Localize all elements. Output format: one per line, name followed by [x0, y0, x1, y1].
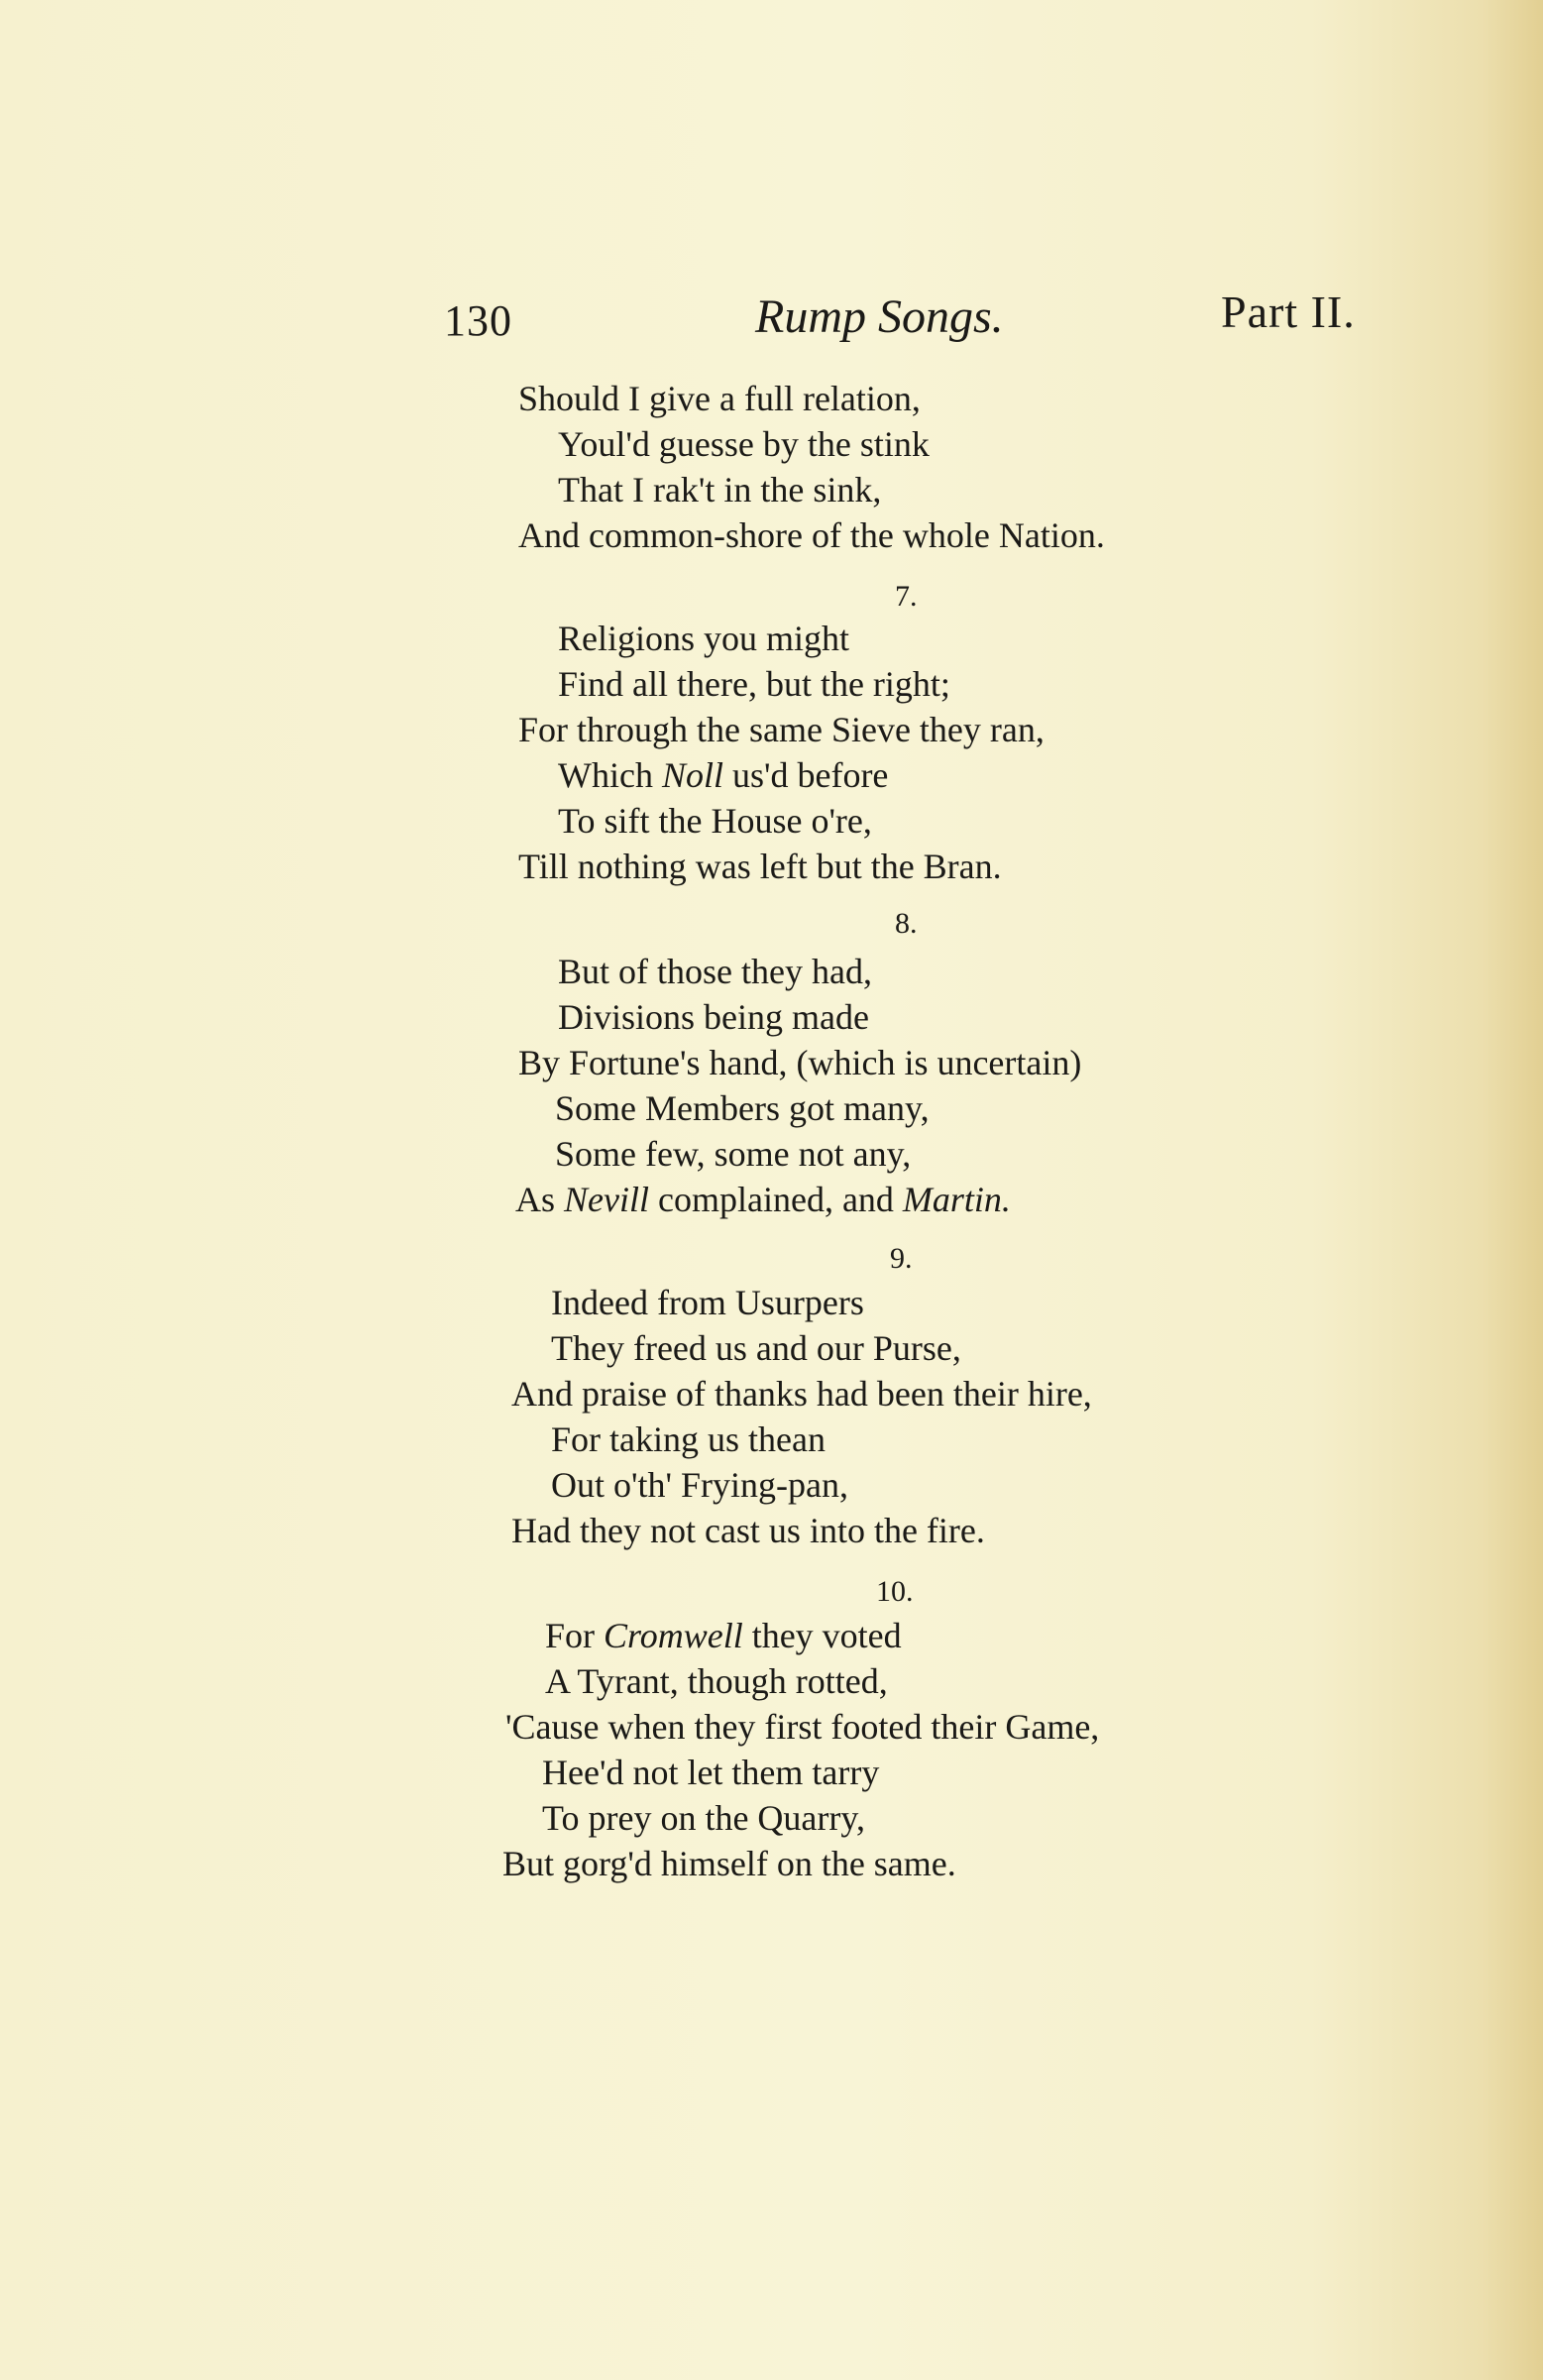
- verse-line: Religions you might: [558, 619, 850, 658]
- verse-line: But gorg'd himself on the same.: [502, 1844, 956, 1883]
- verse-line: By Fortune's hand, (which is uncertain): [518, 1043, 1082, 1082]
- page-header: [0, 285, 1543, 355]
- verse-line: Some Members got many,: [555, 1088, 930, 1128]
- verse-line: Find all there, but the right;: [558, 664, 950, 704]
- italic-name: Noll: [661, 755, 723, 795]
- verse-line: But of those they had,: [558, 952, 872, 991]
- verse-line: They freed us and our Purse,: [551, 1328, 961, 1368]
- verse-line: To sift the House o're,: [558, 801, 872, 841]
- part-label: Part II.: [1221, 286, 1356, 337]
- verse-line: And praise of thanks had been their hire,: [511, 1374, 1092, 1414]
- verse-line: Had they not cast us into the fire.: [511, 1511, 985, 1550]
- stanza-number: 9.: [890, 1242, 913, 1275]
- stanza-number: 7.: [895, 580, 918, 613]
- verse-line: And common-shore of the whole Nation.: [518, 515, 1105, 555]
- italic-name: Cromwell: [604, 1616, 743, 1655]
- verse-line: 'Cause when they first footed their Game,: [505, 1707, 1100, 1747]
- verse-line: Out o'th' Frying-pan,: [551, 1465, 848, 1505]
- show-through-texture: [1226, 377, 1543, 1963]
- italic-name: Nevill: [564, 1180, 649, 1219]
- stanza-number: 10.: [876, 1575, 914, 1608]
- verse-line: To prey on the Quarry,: [542, 1798, 866, 1838]
- verse-line: Some few, some not any,: [555, 1134, 912, 1174]
- verse-line: A Tyrant, though rotted,: [545, 1661, 888, 1701]
- verse-line: Divisions being made: [558, 997, 869, 1037]
- verse-line: Youl'd guesse by the stink: [558, 424, 930, 464]
- verse-line: As Nevill complained, and Martin.: [515, 1180, 1011, 1219]
- verse-line: Which Noll us'd before: [558, 755, 889, 795]
- verse-line: For taking us thean: [551, 1419, 826, 1459]
- verse-line: Should I give a full relation,: [518, 379, 921, 418]
- verse-line: Hee'd not let them tarry: [542, 1753, 880, 1792]
- stanza-number: 8.: [895, 907, 918, 940]
- page-number: 130: [444, 296, 512, 345]
- verse-line: For Cromwell they voted: [545, 1616, 902, 1655]
- italic-name: Martin.: [902, 1180, 1011, 1219]
- verse-line: Indeed from Usurpers: [551, 1283, 864, 1322]
- verse-line: Till nothing was left but the Bran.: [518, 847, 1002, 886]
- running-title: Rump Songs.: [755, 290, 1004, 343]
- verse-line: For through the same Sieve they ran,: [518, 710, 1045, 749]
- verse-line: That I rak't in the sink,: [558, 470, 882, 510]
